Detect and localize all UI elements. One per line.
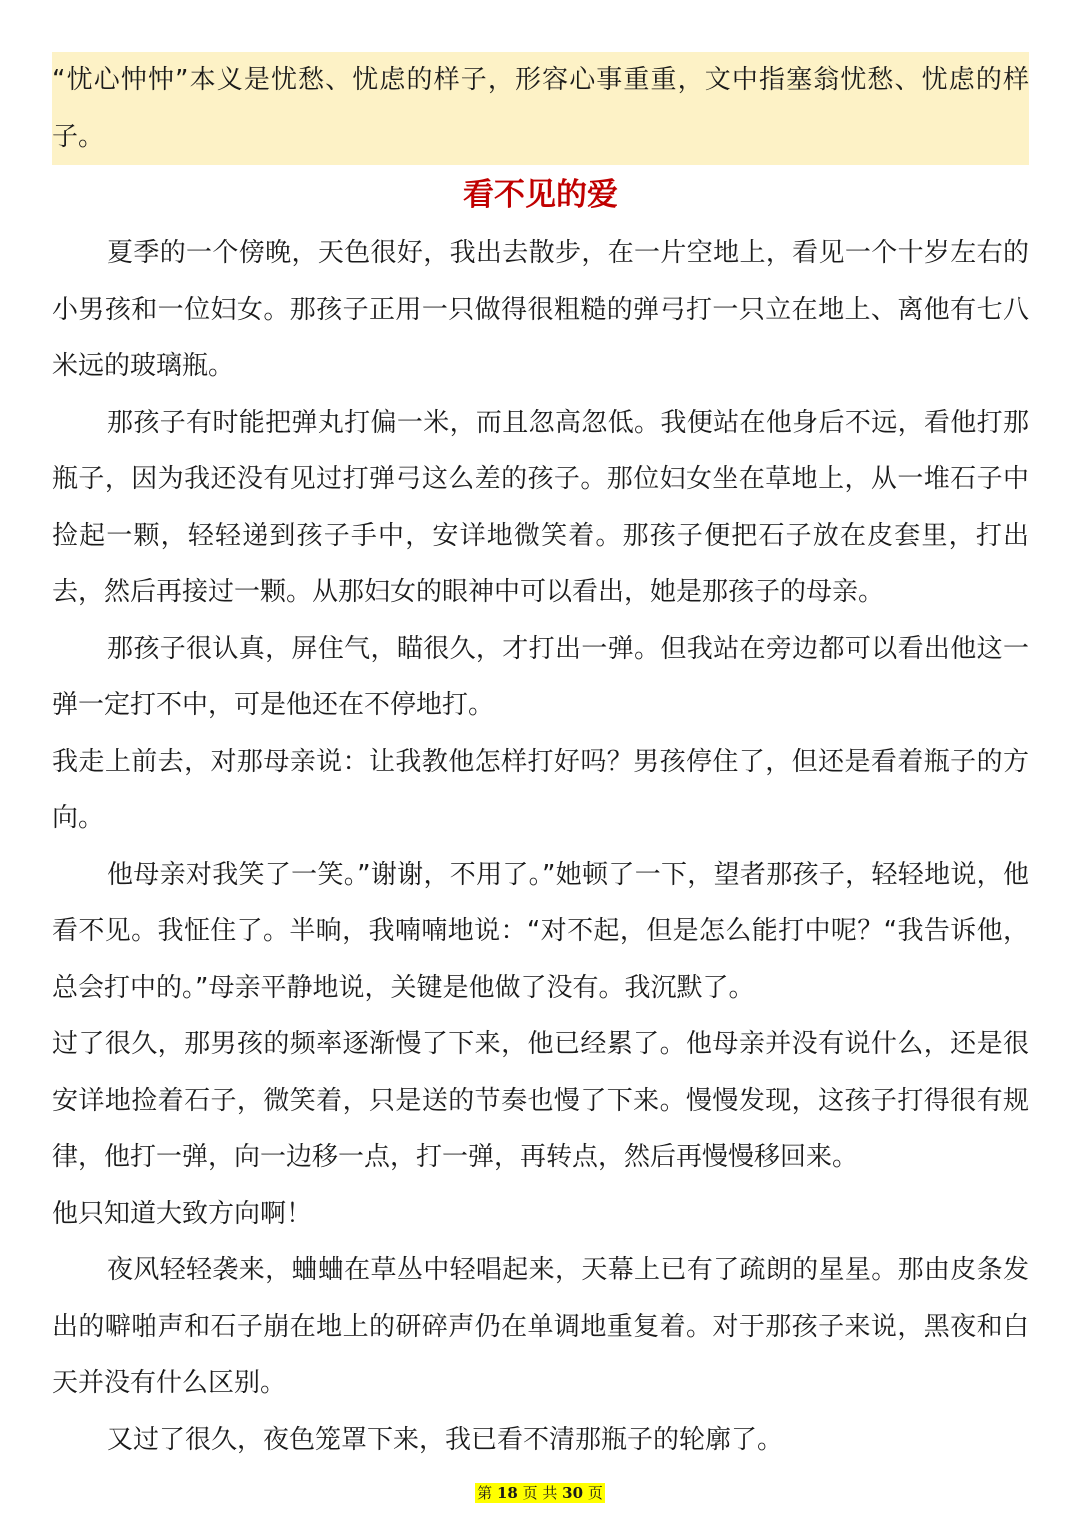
- article-paragraph: 又过了很久，夜色笼罩下来，我已看不清那瓶子的轮廓了。: [107, 1424, 784, 1455]
- footer-prefix: 第: [477, 1484, 493, 1502]
- article-paragraph: 他母亲对我笑了一笑。”谢谢，不用了。”她顿了一下，望者那孩子，轻轻地说，他看不见。我怔住了。半晌，我喃喃地说：“对不起，但是怎么能打中呢？“我告诉他，总会打中的。”母亲平静地说，关键是他做了没有。我沉默了。: [52, 859, 1029, 1003]
- footer-suffix: 页: [587, 1484, 603, 1502]
- article-paragraph: 过了很久，那男孩的频率逐渐慢了下来，他已经累了。他母亲并没有说什么，还是很安详地捡着石子，微笑着，只是送的节奏也慢了下来。慢慢发现，这孩子打得很有规律，他打一弹，向一边移一点，打一弹，再转点，然后再慢慢移回来。: [52, 1029, 1029, 1172]
- article-paragraph: 我走上前去，对那母亲说：让我教他怎样打好吗？男孩停住了，但还是看着瓶子的方向。: [52, 746, 1029, 833]
- article-title: 看不见的爱: [463, 177, 618, 213]
- total-pages-number: 30: [562, 1484, 584, 1502]
- document-page: [52, 52, 1029, 1468]
- page-number-indicator: [475, 1483, 605, 1503]
- article-paragraph: 那孩子有时能把弹丸打偏一米，而且忽高忽低。我便站在他身后不远，看他打那瓶子，因为我还没有见过打弹弓这么差的孩子。那位妇女坐在草地上，从一堆石子中捡起一颗，轻轻递到孩子手中，安详地微笑着。那孩子便把石子放在皮套里，打出去，然后再接过一颗。从那妇女的眼神中可以看出，她是那孩子的母亲。: [52, 407, 1029, 607]
- article-body: [52, 225, 1029, 1468]
- article-paragraph: 夏季的一个傍晚，天色很好，我出去散步，在一片空地上，看见一个十岁左右的小男孩和一位妇女。那孩子正用一只做得很粗糙的弹弓打一只立在地上、离他有七八米远的玻璃瓶。: [52, 238, 1029, 381]
- current-page-number: 18: [496, 1484, 518, 1502]
- annotation-note: [52, 52, 1029, 165]
- annotation-note-text: “忧心忡忡”本义是忧愁、忧虑的样子，形容心事重重，文中指塞翁忧愁、忧虑的样子。: [52, 65, 1029, 152]
- footer-middle: 页 共: [522, 1484, 558, 1502]
- page-footer: [0, 1481, 1080, 1505]
- article-paragraph: 夜风轻轻袭来，蛐蛐在草丛中轻唱起来，天幕上已有了疏朗的星星。那由皮条发出的噼啪声和石子崩在地上的研碎声仍在单调地重复着。对于那孩子来说，黑夜和白天并没有什么区别。: [52, 1255, 1029, 1398]
- article-paragraph: 那孩子很认真，屏住气，瞄很久，才打出一弹。但我站在旁边都可以看出他这一弹一定打不中，可是他还在不停地打。: [52, 633, 1029, 720]
- article-paragraph: 他只知道大致方向啊！: [52, 1198, 313, 1229]
